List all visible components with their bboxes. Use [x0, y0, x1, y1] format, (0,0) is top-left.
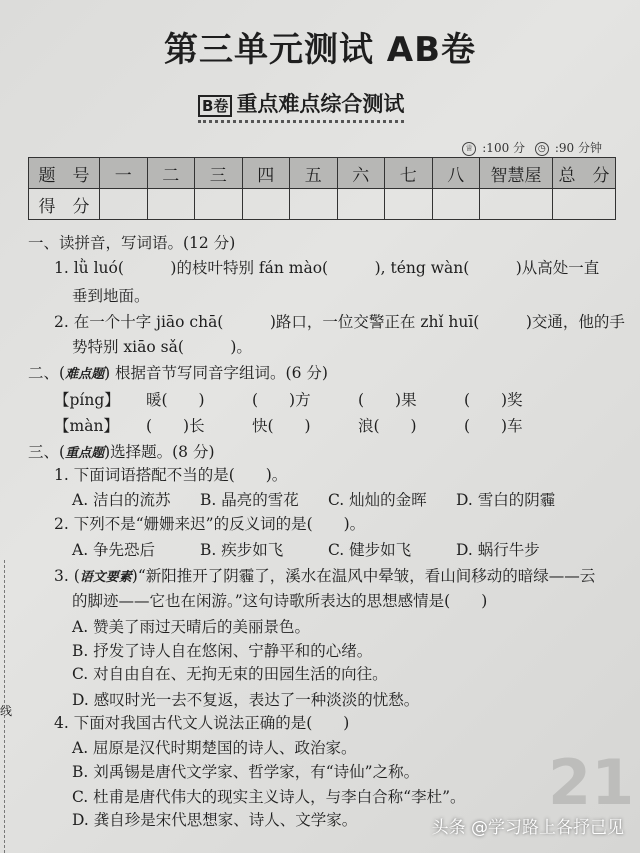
score-cell[interactable]	[242, 189, 290, 220]
pinyin-label: 【píng】	[54, 391, 120, 409]
header-cell: 总 分	[553, 158, 616, 189]
header-cell: 五	[290, 158, 338, 189]
score-cell[interactable]	[290, 189, 338, 220]
option: A. 赞美了雨过天晴后的美丽景色。	[72, 618, 311, 636]
s1-question-2: 2. 在一个十字 jiāo chā( )路口，一位交警正在 zhǐ huī( )交通，他的手	[54, 313, 625, 331]
score-cell[interactable]	[100, 189, 148, 220]
heading-text: 二、(	[28, 364, 66, 382]
score-cell[interactable]	[147, 189, 195, 220]
header-cell: 智慧屋	[480, 158, 553, 189]
s3-question-3	[54, 566, 595, 588]
option: C. 杜甫是唐代伟大的现实主义诗人，与李白合称“李杜”。	[72, 788, 466, 806]
s1-question-1: 1. lǜ luó( )的枝叶特别 fán mào( ), téng wàn( )从高处一直	[54, 259, 600, 277]
header-cell: 八	[432, 158, 480, 189]
option: D. 蜗行牛步	[456, 541, 540, 559]
literacy-tag: 语文要素	[79, 570, 132, 585]
option: D. 感叹时光一去不复返，表达了一种淡淡的忧愁。	[72, 691, 420, 709]
option: C. 健步如飞	[328, 541, 412, 559]
b-paper-badge: B卷	[198, 95, 232, 117]
page-title: 第三单元测试 AB卷	[163, 30, 477, 70]
row-label: 得 分	[29, 189, 100, 220]
score-cell[interactable]	[553, 189, 616, 220]
option: A. 屈原是汉代时期楚国的诗人、政治家。	[72, 739, 357, 757]
s3-question-1: 1. 下面词语搭配不当的是( )。	[54, 466, 288, 484]
option: C. 灿灿的金晖	[328, 491, 427, 509]
header-cell: 题 号	[29, 158, 100, 189]
blank-item: 暖( )	[146, 391, 205, 409]
score-table-header	[29, 158, 616, 189]
watermark: 头条 @学习路上各抒己见	[431, 818, 624, 838]
option: C. 对自由自在、无拘无束的田园生活的向往。	[72, 665, 388, 683]
exam-meta	[456, 139, 602, 156]
option: B. 刘禹锡是唐代文学家、哲学家，有“诗仙”之称。	[72, 763, 420, 781]
total-score: :100 分	[482, 141, 526, 155]
option: B. 抒发了诗人自在悠闲、宁静平和的心绪。	[72, 642, 373, 660]
heading-text: ) 根据音节写同音字组词。(6 分)	[104, 364, 328, 382]
header-cell: 三	[195, 158, 243, 189]
header-cell: 四	[242, 158, 290, 189]
score-cell[interactable]	[337, 189, 385, 220]
s3-q1-options	[72, 490, 584, 510]
score-row	[29, 189, 616, 220]
blank-item: 浪( )	[358, 417, 417, 435]
s1-question-1-cont: 垂到地面。	[72, 287, 150, 305]
subtitle	[198, 88, 404, 123]
score-cell[interactable]	[195, 189, 243, 220]
s3-question-4: 4. 下面对我国古代文人说法正确的是( )	[54, 714, 350, 732]
heading-text: )选择题。(8 分)	[104, 443, 215, 461]
blank-item: ( )长	[146, 417, 205, 435]
option: A. 争先恐后	[72, 541, 156, 559]
ping-row	[54, 390, 570, 410]
option: A. 洁白的流苏	[72, 491, 171, 509]
s3-question-2: 2. 下列不是“姗姗来迟”的反义词的是( )。	[54, 515, 366, 533]
header-cell: 二	[147, 158, 195, 189]
key-tag: 重点题	[65, 446, 105, 461]
option: B. 晶亮的雪花	[200, 491, 299, 509]
score-cell[interactable]	[385, 189, 433, 220]
subtitle-text: 重点难点综合测试	[236, 92, 405, 116]
blank-item: ( )方	[252, 391, 311, 409]
blank-item: ( )车	[464, 417, 523, 435]
option: D. 龚自珍是宋代思想家、诗人、文学家。	[72, 811, 358, 829]
header-cell: 六	[337, 158, 385, 189]
margin-label: 线	[0, 704, 13, 718]
section-2-heading	[28, 363, 328, 385]
header-cell: 七	[385, 158, 433, 189]
page-number: 21	[548, 746, 635, 819]
option: B. 疾步如飞	[200, 541, 284, 559]
blank-item: ( )奖	[464, 391, 523, 409]
trophy-icon: ♕	[462, 142, 476, 156]
pinyin-label: 【màn】	[54, 417, 119, 435]
s3-question-3-cont: 的脚迹——它也在闲游。”这句诗歌所表达的思想感情是( )	[72, 592, 488, 610]
time-limit: :90 分钟	[554, 141, 602, 155]
section-3-heading	[28, 442, 215, 464]
score-cell[interactable]	[432, 189, 480, 220]
section-1-heading: 一、读拼音，写词语。(12 分)	[28, 234, 236, 252]
blank-item: 快( )	[252, 417, 311, 435]
heading-text: 三、(	[28, 443, 66, 461]
header-cell: 一	[100, 158, 148, 189]
s3-q2-options	[72, 540, 584, 560]
clock-icon: ◷	[535, 142, 549, 156]
score-cell[interactable]	[480, 189, 553, 220]
q-text: )“新阳推开了阴霾了，溪水在温风中晕皱，看山间移动的暗绿——云	[131, 567, 596, 585]
option: D. 雪白的阴霾	[456, 491, 556, 509]
difficulty-tag: 难点题	[65, 367, 105, 382]
score-table	[28, 157, 616, 220]
s1-question-2-cont: 势特别 xiāo sǎ( )。	[72, 338, 252, 356]
q-text: 3. (	[54, 567, 80, 585]
blank-item: ( )果	[358, 391, 417, 409]
man-row	[54, 416, 570, 436]
